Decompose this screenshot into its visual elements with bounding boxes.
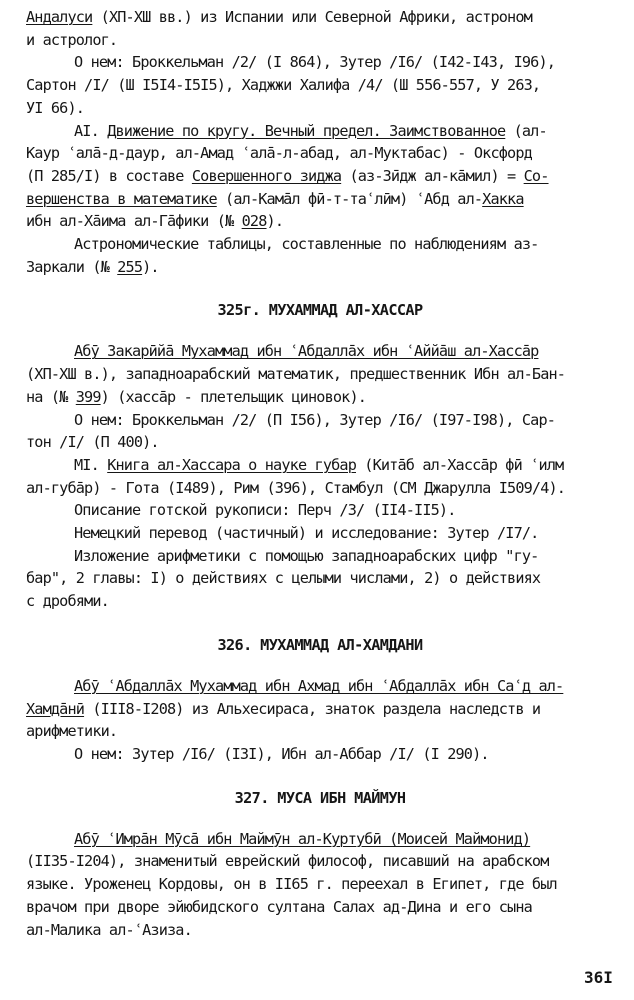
s3-name-line	[26, 828, 614, 851]
section-heading-327: 327. МУСА ИБН МАЙМУН	[234, 788, 406, 807]
author-name-maimonides: Абӯ ʿИмра̄н Мӯса̄ ибн Маймӯн ал-Куртубӣ (Моисей Маймонид)	[74, 829, 531, 848]
s1-line-2: (ХП-ХШ в.), западноарабский математик, предшественник Ибн ал-Бан-	[26, 365, 566, 384]
author-name-hamdani-1: Абӯ ʿАбдалла̄х Мухаммад ибн Ахмад ибн ʿАбдалла̄х ибн Саʿд ал-	[74, 676, 564, 695]
section-heading-325g: 325г. МУХАММАД АЛ-ХАССАР	[217, 301, 423, 320]
intro-ref-2: Сартон /I/ (Ш I5I4-I5I5), Хаджжи Халифа /4/ (Ш 556-557, У 263,	[26, 76, 541, 95]
s2-line-3: арифметики.	[26, 722, 118, 741]
s1-summary-2: бар", 2 главы: I) о действиях с целыми числами, 2) о действиях	[26, 569, 541, 588]
s1-ref-1: О нем: Броккельман /2/ (П I56), Зутер /I6/ (I97-I98), Сар-	[74, 410, 556, 429]
s3-line-3: языке. Уроженец Кордовы, он в II65 г. переехал в Египет, где был	[26, 875, 557, 894]
work-a1-line-4: вершенства в математике (ал-Кама̄л фӣ-т-таʿлӣм) ʿАбд ал-Хакка	[26, 189, 524, 208]
s2-ref: О нем: Зутер /I6/ (I3I), Ибн ал-Аббар /I/ (I 290).	[74, 744, 489, 763]
tables-line-2: Заркали (№ 255).	[26, 257, 159, 276]
s1-line-3: на (№ 399) (хасса̄р - плетельщик циновок).	[26, 387, 367, 406]
work-m1-title: Книга ал-Хассара о науке губар	[107, 455, 356, 474]
s1-german-translation: Немецкий перевод (частичный) и исследование: Зутер /I7/.	[74, 524, 539, 543]
link-perfect-zij: Совершенного зиджа	[191, 166, 342, 185]
crossref-399: 399	[75, 387, 101, 406]
s1-work-line-1: МI. Книга ал-Хассара о науке губар (Кита̄б ал-Хасса̄р фӣ ʿилм	[74, 455, 564, 474]
s1-work-line-2: ал-губа̄р) - Гота (I489), Рим (396), Стамбул (СМ Джарулла I509/4).	[26, 478, 566, 497]
s3-line-2: (II35-I204), знаменитый еврейский философ, писавший на арабском	[26, 852, 549, 871]
intro-ref-3: УI 66).	[26, 98, 85, 117]
document-page	[26, 6, 614, 941]
work-a1-line-5: ибн ал-Ха̄има ал-Га̄фики (№ 028).	[26, 212, 284, 231]
s1-name-line	[26, 340, 614, 363]
author-name-hassar: Абӯ Закарӣйа̄ Мухаммад ибн ʿАбдалла̄х ибн ʿАййа̄ш ал-Хасса̄р	[74, 342, 539, 361]
s3-line-5: ал-Малика ал-ʿАзиза.	[26, 920, 192, 939]
link-perfection-part2: вершенства в математике	[26, 189, 217, 208]
intro-line-2: и астролог.	[26, 30, 118, 49]
link-perfection-part1: Со-	[523, 166, 549, 185]
s1-summary-1: Изложение арифметики с помощью западноарабских цифр "гу-	[74, 546, 539, 565]
work-a1-title: Движение по кругу. Вечный предел. Заимствованное	[107, 121, 506, 140]
author-name-andalusi: Андалуси	[26, 8, 93, 26]
s2-name-line-2: Хамда̄нӣ (III8-I208) из Альхесираса, знаток раздела наследств и	[26, 699, 541, 718]
s3-line-4: врачом при дворе эйюбидского султана Салах ад-Дина и его сына	[26, 897, 532, 916]
s1-summary-3: с дробями.	[26, 592, 109, 611]
tables-line-1: Астрономические таблицы, составленные по наблюдениям аз-	[74, 235, 539, 254]
intro-ref-1: О нем: Броккельман /2/ (I 864), Зутер /I6/ (I42-I43, I96),	[74, 53, 556, 72]
page-number: 36I	[584, 968, 613, 987]
intro-line-1: Андалуси (ХП-ХШ вв.) из Испании или Северной Африки, астроном	[26, 8, 532, 26]
s1-ref-2: тон /I/ (П 400).	[26, 433, 159, 452]
s1-description: Описание готской рукописи: Перч /3/ (II4-II5).	[74, 501, 456, 520]
work-a1-line-1: АI. Движение по кругу. Вечный предел. Заимствованное (ал-	[74, 121, 547, 140]
section-heading-326: 326. МУХАММАД АЛ-ХАМДАНИ	[217, 635, 423, 654]
author-name-hamdani-2: Хамда̄нӣ	[26, 699, 85, 718]
link-hakka: Хакка	[482, 189, 524, 208]
work-a1-line-2: Каур ʿала̄-д-даур, ал-Амад ʿала̄-л-абад, ал-Муктабас) - Оксфорд	[26, 144, 532, 163]
s2-name-line-1	[26, 675, 614, 698]
crossref-255: 255	[117, 257, 143, 276]
crossref-028: 028	[241, 212, 267, 231]
work-a1-line-3: (П 285/I) в составе Совершенного зиджа (аз-З̄идж ал-ка̄мил) = Со-	[26, 166, 549, 185]
